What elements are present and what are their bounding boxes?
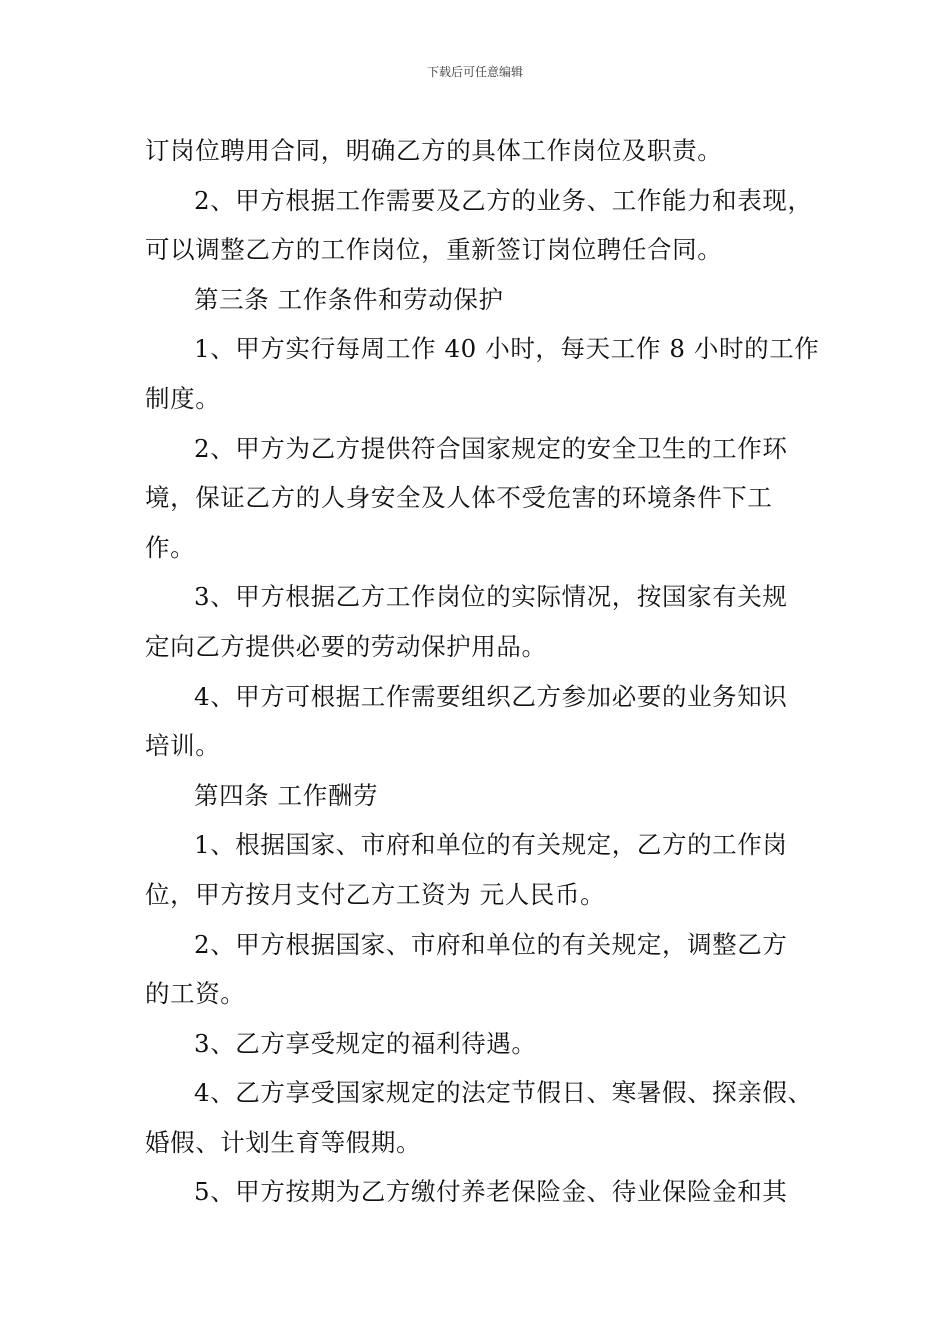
text-line: 4、甲方可根据工作需要组织乙方参加必要的业务知识 — [194, 681, 788, 711]
text-line: 3、乙方享受规定的福利待遇。 — [194, 1028, 537, 1058]
text-line: 2、甲方根据工作需要及乙方的业务、工作能力和表现， — [194, 185, 813, 215]
text-line: 1、根据国家、市府和单位的有关规定，乙方的工作岗 — [194, 830, 788, 860]
text-line: 境，保证乙方的人身安全及人体不受危害的环境条件下工 — [145, 483, 773, 513]
text-line: 婚假、计划生育等假期。 — [145, 1127, 422, 1157]
text-line: 第三条 工作条件和劳动保护 — [194, 284, 504, 314]
text-line: 培训。 — [145, 731, 221, 761]
text-line: 4、乙方享受国家规定的法定节假日、寒暑假、探亲假、 — [194, 1078, 813, 1108]
text-line: 作。 — [145, 532, 196, 562]
text-line: 位，甲方按月支付乙方工资为 元人民币。 — [145, 879, 606, 909]
document-body — [145, 126, 835, 1217]
text-line: 定向乙方提供必要的劳动保护用品。 — [145, 631, 547, 661]
text-line: 可以调整乙方的工作岗位，重新签订岗位聘任合同。 — [145, 235, 723, 265]
text-line: 5、甲方按期为乙方缴付养老保险金、待业保险金和其 — [194, 1177, 788, 1207]
text-line: 订岗位聘用合同，明确乙方的具体工作岗位及职责。 — [145, 136, 723, 165]
text-line: 2、甲方根据国家、市府和单位的有关规定，调整乙方 — [194, 929, 788, 959]
text-line: 制度。 — [145, 383, 221, 413]
page-header: 下载后可任意编辑 — [426, 65, 523, 79]
text-line: 的工资。 — [145, 979, 246, 1009]
text-line: 3、甲方根据乙方工作岗位的实际情况，按国家有关规 — [194, 582, 788, 612]
text-line: 2、甲方为乙方提供符合国家规定的安全卫生的工作环 — [194, 433, 788, 463]
text-line: 第四条 工作酬劳 — [194, 780, 379, 810]
text-line: 1、甲方实行每周工作 40 小时，每天工作 8 小时的工作 — [194, 334, 820, 364]
